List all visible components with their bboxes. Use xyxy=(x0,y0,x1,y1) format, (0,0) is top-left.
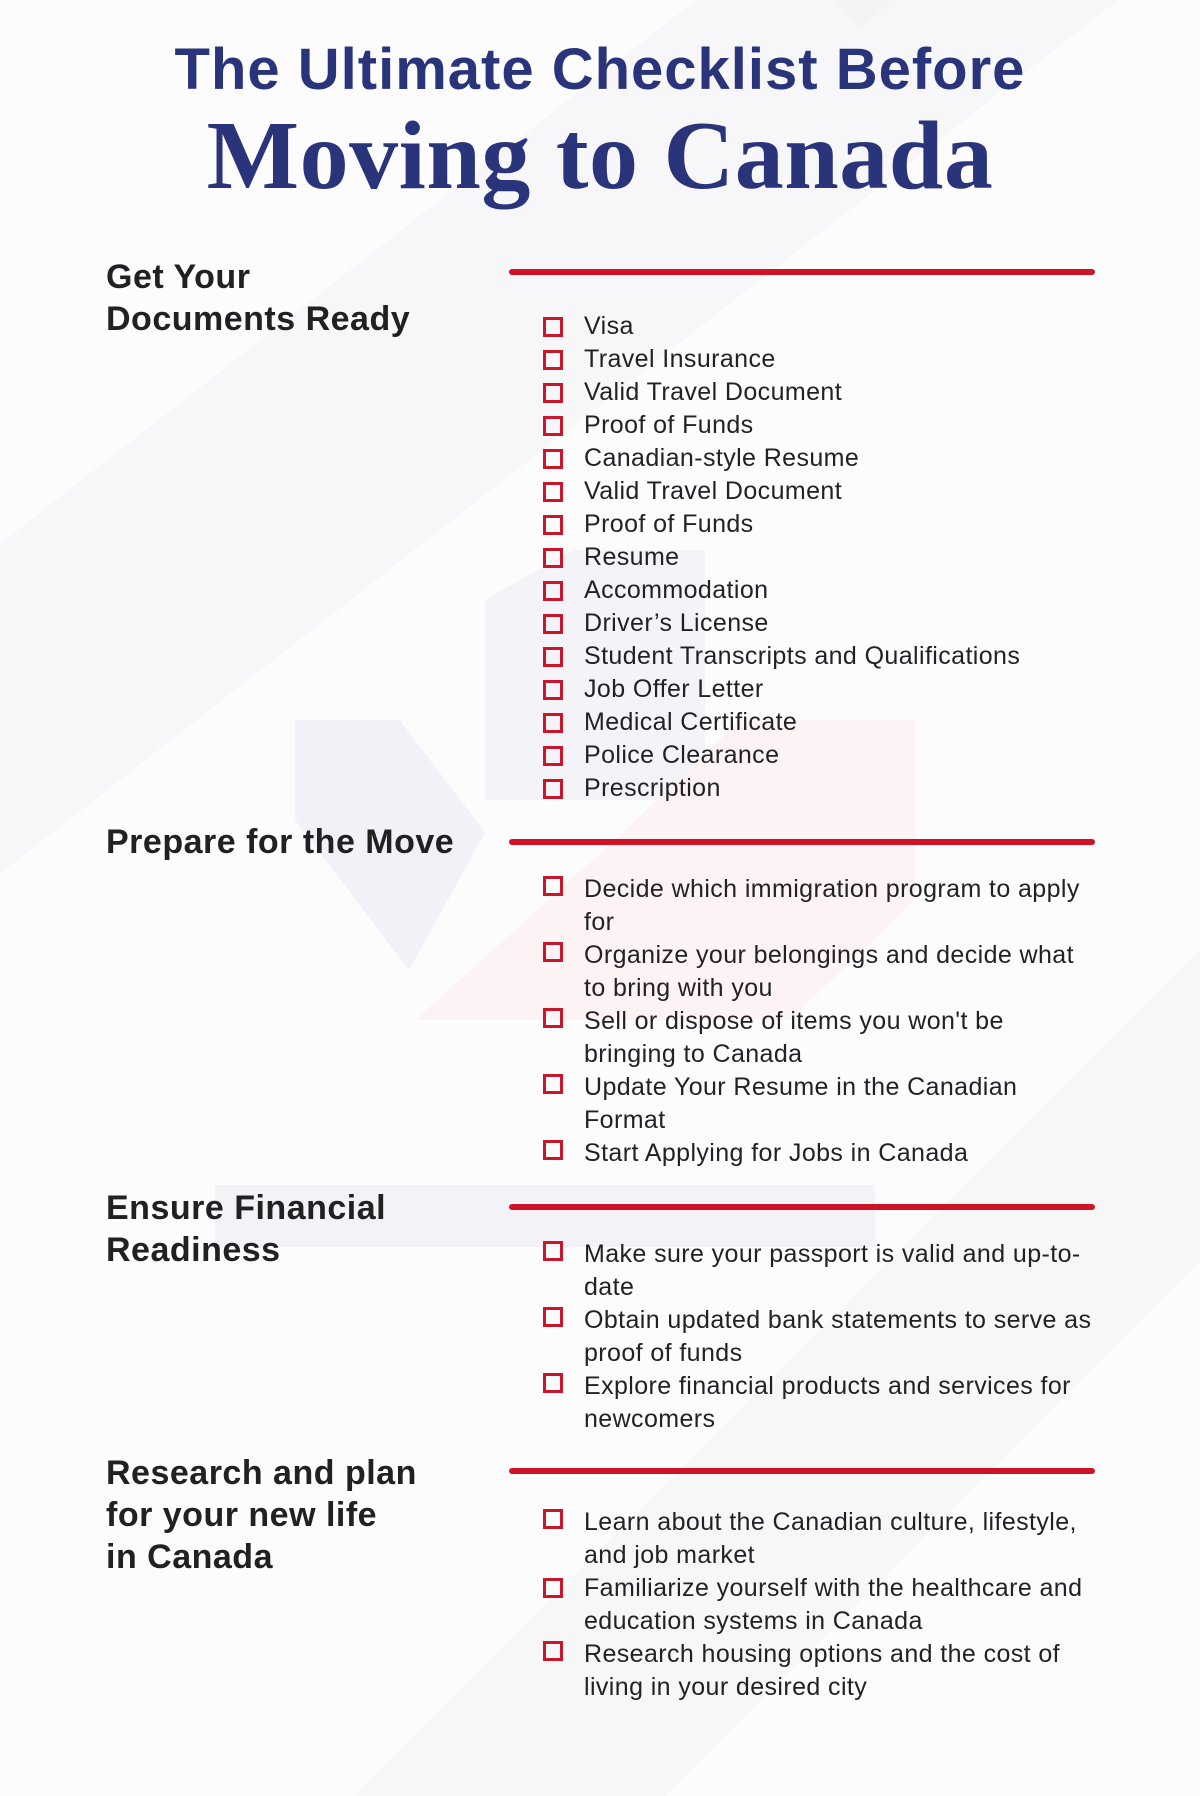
checklist-item[interactable] xyxy=(543,673,1113,706)
checkbox-icon[interactable] xyxy=(543,1241,563,1261)
checklist xyxy=(543,310,1113,805)
item-label: Decide which immigration program to apply for xyxy=(584,875,1080,936)
checkbox-icon[interactable] xyxy=(543,1373,563,1393)
item-label: Travel Insurance xyxy=(584,345,776,373)
item-label: Research housing options and the cost of living in your desired city xyxy=(584,1640,1061,1701)
checklist-item[interactable] xyxy=(543,1238,1103,1304)
checkbox-icon[interactable] xyxy=(543,647,563,667)
item-label: Student Transcripts and Qualifications xyxy=(584,642,1021,670)
checklist-item[interactable] xyxy=(543,475,1113,508)
item-label: Make sure your passport is valid and up-to-date xyxy=(584,1240,1081,1301)
checklist-item[interactable] xyxy=(543,541,1113,574)
item-label: Visa xyxy=(584,312,634,340)
checkbox-icon[interactable] xyxy=(543,1307,563,1327)
checklist-item[interactable] xyxy=(543,739,1113,772)
checkbox-icon[interactable] xyxy=(543,317,563,337)
checkbox-icon[interactable] xyxy=(543,1641,563,1661)
item-label: Proof of Funds xyxy=(584,411,754,439)
item-label: Valid Travel Document xyxy=(584,477,843,505)
section-divider xyxy=(509,269,1095,275)
item-label: Explore financial products and services for newcomers xyxy=(584,1372,1071,1433)
heading-line: Readiness xyxy=(106,1231,281,1269)
heading-line: in Canada xyxy=(106,1538,273,1576)
checklist-item[interactable] xyxy=(543,1137,1083,1170)
section-heading xyxy=(106,821,546,863)
checklist-item[interactable] xyxy=(543,574,1113,607)
checklist xyxy=(543,873,1083,1170)
heading-line: Get Your xyxy=(106,258,251,296)
checkbox-icon[interactable] xyxy=(543,1074,563,1094)
item-label: Familiarize yourself with the healthcare and education systems in Canada xyxy=(584,1574,1083,1635)
item-label: Medical Certificate xyxy=(584,708,798,736)
item-label: Valid Travel Document xyxy=(584,378,843,406)
section-divider xyxy=(509,839,1095,845)
checklist-item[interactable] xyxy=(543,1572,1103,1638)
checkbox-icon[interactable] xyxy=(543,1008,563,1028)
item-label: Canadian-style Resume xyxy=(584,444,860,472)
item-label: Prescription xyxy=(584,774,721,802)
checklist-item[interactable] xyxy=(543,376,1113,409)
checklist-item[interactable] xyxy=(543,310,1113,343)
checklist-item[interactable] xyxy=(543,1506,1103,1572)
checklist xyxy=(543,1506,1103,1704)
checkbox-icon[interactable] xyxy=(543,581,563,601)
checkbox-icon[interactable] xyxy=(543,515,563,535)
checklist-item[interactable] xyxy=(543,1638,1103,1704)
checkbox-icon[interactable] xyxy=(543,383,563,403)
checklist-item[interactable] xyxy=(543,409,1113,442)
checkbox-icon[interactable] xyxy=(543,614,563,634)
section-divider xyxy=(509,1468,1095,1474)
checkbox-icon[interactable] xyxy=(543,1509,563,1529)
checkbox-icon[interactable] xyxy=(543,1140,563,1160)
checklist-item[interactable] xyxy=(543,1304,1103,1370)
checkbox-icon[interactable] xyxy=(543,350,563,370)
checkbox-icon[interactable] xyxy=(543,942,563,962)
item-label: Job Offer Letter xyxy=(584,675,764,703)
checkbox-icon[interactable] xyxy=(543,680,563,700)
item-label: Sell or dispose of items you won't be bringing to Canada xyxy=(584,1007,1004,1068)
checkbox-icon[interactable] xyxy=(543,713,563,733)
checkbox-icon[interactable] xyxy=(543,548,563,568)
section-heading xyxy=(106,256,526,340)
checklist-item[interactable] xyxy=(543,1071,1083,1137)
checklist-item[interactable] xyxy=(543,939,1083,1005)
heading-line: Ensure Financial xyxy=(106,1189,387,1227)
heading-line: Research and plan xyxy=(106,1454,417,1492)
checklist-item[interactable] xyxy=(543,1370,1103,1436)
section-heading xyxy=(106,1187,526,1271)
checklist-item[interactable] xyxy=(543,442,1113,475)
checklist-item[interactable] xyxy=(543,772,1113,805)
heading-line: Documents Ready xyxy=(106,300,411,338)
item-label: Learn about the Canadian culture, lifestyle, and job market xyxy=(584,1508,1077,1569)
checklist-item[interactable] xyxy=(543,873,1083,939)
item-label: Update Your Resume in the Canadian Format xyxy=(584,1073,1018,1134)
section-heading xyxy=(106,1452,526,1578)
item-label: Accommodation xyxy=(584,576,769,604)
checklist-item[interactable] xyxy=(543,508,1113,541)
item-label: Proof of Funds xyxy=(584,510,754,538)
checklist xyxy=(543,1238,1103,1436)
item-label: Obtain updated bank statements to serve as proof of funds xyxy=(584,1306,1092,1367)
checkbox-icon[interactable] xyxy=(543,876,563,896)
checkbox-icon[interactable] xyxy=(543,779,563,799)
heading-line: for your new life xyxy=(106,1496,378,1534)
checklist-item[interactable] xyxy=(543,343,1113,376)
page-title-line2: Moving to Canada xyxy=(206,102,994,210)
page-title-line1: The Ultimate Checklist Before xyxy=(174,37,1026,102)
item-label: Resume xyxy=(584,543,680,571)
section-divider xyxy=(509,1204,1095,1210)
checkbox-icon[interactable] xyxy=(543,482,563,502)
checklist-item[interactable] xyxy=(543,607,1113,640)
item-label: Organize your belongings and decide what to bring with you xyxy=(584,941,1074,1002)
item-label: Start Applying for Jobs in Canada xyxy=(584,1139,969,1167)
checkbox-icon[interactable] xyxy=(543,1578,563,1598)
checkbox-icon[interactable] xyxy=(543,449,563,469)
checklist-item[interactable] xyxy=(543,706,1113,739)
item-label: Driver’s License xyxy=(584,609,769,637)
checklist-item[interactable] xyxy=(543,640,1113,673)
item-label: Police Clearance xyxy=(584,741,780,769)
checkbox-icon[interactable] xyxy=(543,416,563,436)
checklist-item[interactable] xyxy=(543,1005,1083,1071)
checkbox-icon[interactable] xyxy=(543,746,563,766)
heading-line: Prepare for the Move xyxy=(106,823,455,861)
